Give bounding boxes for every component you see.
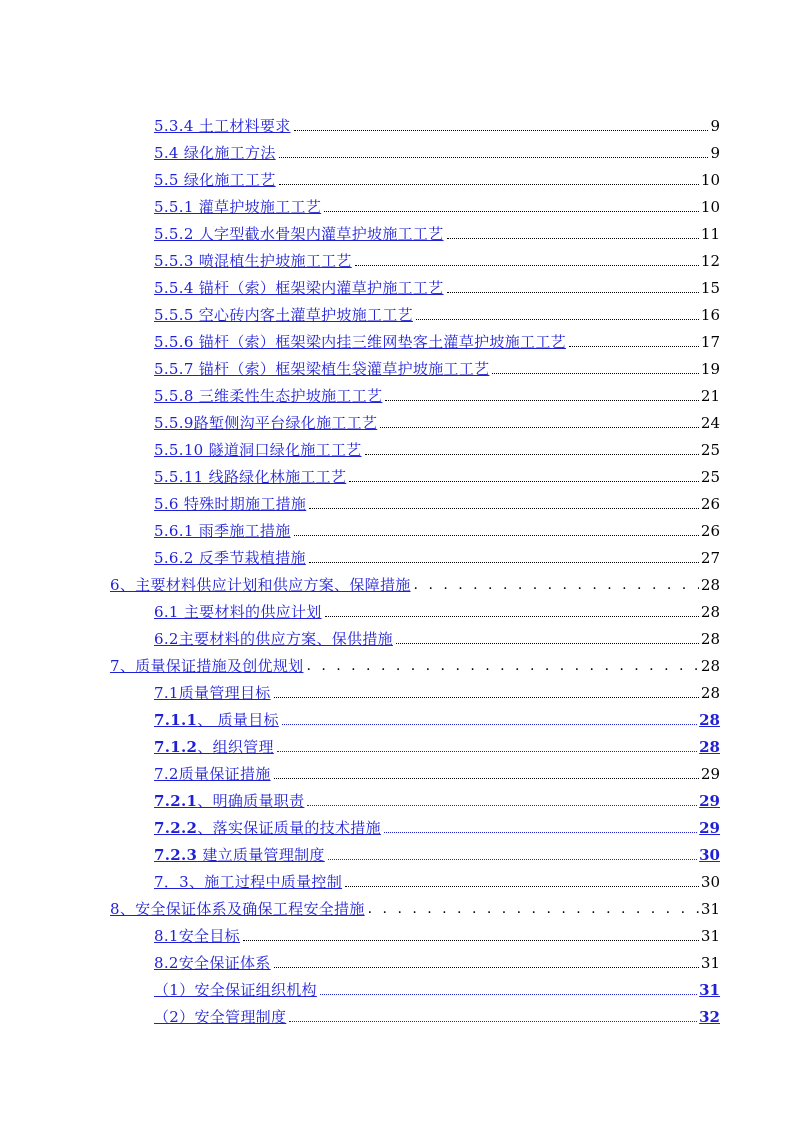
dot-leader: [307, 804, 697, 806]
toc-entry[interactable]: [154, 972, 720, 999]
toc-entry-number: 7.2.1: [154, 792, 198, 810]
toc-page-number: 29: [699, 819, 720, 837]
toc-chapter-entry[interactable]: [110, 567, 720, 594]
toc-entry-label[interactable]: 5.5.5 空心砖内客土灌草护坡施工工艺: [154, 306, 413, 324]
toc-page-number: 9: [710, 117, 720, 135]
dot-leader: [274, 966, 699, 968]
toc-page-number: 32: [699, 1008, 720, 1026]
dot-leader: [380, 426, 699, 428]
toc-entry-label[interactable]: （2）安全管理制度: [154, 1008, 287, 1026]
toc-page-number: 28: [700, 684, 720, 702]
toc-page-number: 10: [700, 198, 720, 216]
toc-entry[interactable]: [154, 999, 720, 1026]
toc-page-number: 26: [700, 495, 720, 513]
toc-page-number: 12: [700, 252, 720, 270]
toc-entry-label[interactable]: 5.5.3 喷混植生护坡施工工艺: [154, 252, 352, 270]
dot-leader: [309, 507, 699, 509]
dot-leader: [368, 900, 699, 918]
toc-page-number: 29: [700, 765, 720, 783]
toc-entry[interactable]: [154, 621, 720, 648]
toc-page-number: 24: [700, 414, 720, 432]
toc-chapter-entry[interactable]: [110, 891, 720, 918]
toc-page-number: 17: [700, 333, 720, 351]
toc-entry-text: 、组织管理: [197, 738, 274, 756]
toc-entry[interactable]: [154, 540, 720, 567]
toc-entry-label[interactable]: 6.1 主要材料的供应计划: [154, 603, 322, 621]
dot-leader: [355, 264, 699, 266]
toc-entry[interactable]: [154, 756, 720, 783]
toc-page-number: 28: [700, 603, 720, 621]
toc-entry-label[interactable]: [154, 711, 279, 729]
dot-leader: [320, 993, 697, 995]
dot-leader: [396, 642, 699, 644]
toc-entry-text: 、落实保证质量的技术措施: [197, 819, 381, 837]
toc-page-number: 19: [700, 360, 720, 378]
toc-entry[interactable]: [154, 702, 720, 729]
toc-page-number: 21: [700, 387, 720, 405]
toc-entry-number: 7.2.2: [154, 819, 198, 837]
toc-entry-number: 7.1.2: [154, 738, 198, 756]
toc-page-number: 16: [700, 306, 720, 324]
toc-entry[interactable]: [154, 675, 720, 702]
dot-leader: [325, 615, 699, 617]
toc-page-number: 31: [699, 981, 720, 999]
toc-entry-label[interactable]: 7．3、施工过程中质量控制: [154, 873, 342, 891]
toc-entry-label[interactable]: 8.1安全目标: [154, 927, 240, 945]
toc-entry-number: 7.2.3: [154, 846, 198, 864]
toc-entry[interactable]: [154, 189, 720, 216]
toc-entry-label[interactable]: 5.5.8 三维柔性生态护坡施工工艺: [154, 387, 383, 405]
dot-leader: [309, 561, 699, 563]
toc-entry-label[interactable]: 7、质量保证措施及创优规划: [110, 657, 304, 675]
toc-entry-label[interactable]: 5.5.7 锚杆（索）框架梁植生袋灌草护坡施工工艺: [154, 360, 490, 378]
toc-page-number: 31: [700, 927, 720, 945]
toc-entry-label[interactable]: 5.5.4 锚杆（索）框架梁内灌草护施工工艺: [154, 279, 444, 297]
toc-entry-label[interactable]: 7.1质量管理目标: [154, 684, 271, 702]
toc-entry-label[interactable]: 5.5.11 线路绿化林施工工艺: [154, 468, 347, 486]
dot-leader: [274, 777, 699, 779]
toc-entry-label[interactable]: 5.5.1 灌草护坡施工工艺: [154, 198, 322, 216]
dot-leader: [447, 291, 699, 293]
dot-leader: [569, 345, 699, 347]
toc-entry[interactable]: [154, 405, 720, 432]
toc-page-number: 29: [699, 792, 720, 810]
toc-entry[interactable]: [154, 297, 720, 324]
toc-entry-label[interactable]: 6.2主要材料的供应方案、保供措施: [154, 630, 393, 648]
toc-entry[interactable]: [154, 486, 720, 513]
toc-entry-label[interactable]: 8、安全保证体系及确保工程安全措施: [110, 900, 365, 918]
toc-entry-label[interactable]: 8.2安全保证体系: [154, 954, 271, 972]
toc-entry[interactable]: [154, 513, 720, 540]
dot-leader: [349, 480, 699, 482]
toc-page-number: 25: [700, 468, 720, 486]
toc-page-number: 28: [700, 576, 720, 594]
toc-entry[interactable]: [154, 135, 720, 162]
toc-page-number: 28: [700, 630, 720, 648]
dot-leader: [279, 183, 699, 185]
toc-entry[interactable]: [154, 432, 720, 459]
dot-leader: [324, 210, 699, 212]
dot-leader: [384, 831, 697, 833]
toc-page-number: 15: [700, 279, 720, 297]
dot-leader: [279, 156, 709, 158]
toc-entry-label[interactable]: [154, 846, 325, 864]
toc-entry-label[interactable]: 5.5.9路堑侧沟平台绿化施工工艺: [154, 414, 378, 432]
toc-entry[interactable]: [154, 864, 720, 891]
dot-leader: [277, 750, 697, 752]
toc-entry[interactable]: [154, 324, 720, 351]
toc-entry-label[interactable]: 5.5 绿化施工工艺: [154, 171, 276, 189]
toc-entry[interactable]: [154, 270, 720, 297]
toc-entry-label[interactable]: 6、主要材料供应计划和供应方案、保障措施: [110, 576, 411, 594]
dot-leader: [243, 939, 699, 941]
toc-entry[interactable]: [154, 783, 720, 810]
toc-entry-label[interactable]: 5.6.2 反季节栽植措施: [154, 549, 306, 567]
toc-entry[interactable]: [154, 351, 720, 378]
toc-entry-label[interactable]: 5.4 绿化施工方法: [154, 144, 276, 162]
toc-entry[interactable]: [154, 216, 720, 243]
toc-entry-label[interactable]: 5.5.10 隧道洞口绿化施工工艺: [154, 441, 362, 459]
toc-entry-label[interactable]: 7.2质量保证措施: [154, 765, 271, 783]
toc-entry[interactable]: [154, 945, 720, 972]
toc-page-number: 11: [700, 225, 720, 243]
toc-page-number: 27: [700, 549, 720, 567]
dot-leader: [294, 534, 699, 536]
dot-leader: [274, 696, 699, 698]
toc-entry-number: 7.1.1: [154, 711, 198, 729]
toc-page-number: 10: [700, 171, 720, 189]
dot-leader: [306, 657, 698, 675]
toc-entry[interactable]: [154, 459, 720, 486]
toc-entry-label[interactable]: 5.5.6 锚杆（索）框架梁内挂三维网垫客土灌草护坡施工工艺: [154, 333, 566, 351]
dot-leader: [282, 723, 697, 725]
toc-entry[interactable]: [154, 729, 720, 756]
toc-entry[interactable]: [154, 162, 720, 189]
dot-leader: [294, 129, 709, 131]
toc-page-number: 30: [700, 873, 720, 891]
toc-entry-label[interactable]: （1）安全保证组织机构: [154, 981, 317, 999]
toc-entry[interactable]: [154, 378, 720, 405]
toc-entry-label[interactable]: [154, 792, 304, 810]
toc-entry[interactable]: [154, 837, 720, 864]
dot-leader: [414, 576, 699, 594]
toc-entry-label[interactable]: [154, 738, 274, 756]
toc-entry-label[interactable]: 5.3.4 土工材料要求: [154, 117, 291, 135]
toc-entry[interactable]: [154, 594, 720, 621]
toc-page-number: 9: [710, 144, 720, 162]
toc-entry-text: 、 质量目标: [197, 711, 279, 729]
toc-entry-label[interactable]: 5.6.1 雨季施工措施: [154, 522, 291, 540]
dot-leader: [447, 237, 699, 239]
toc-entry[interactable]: [154, 918, 720, 945]
toc-entry[interactable]: [154, 810, 720, 837]
dot-leader: [345, 885, 699, 887]
toc-entry-label[interactable]: 5.5.2 人字型截水骨架内灌草护坡施工工艺: [154, 225, 444, 243]
dot-leader: [289, 1020, 697, 1022]
toc-entry-text: 建立质量管理制度: [197, 846, 325, 864]
toc-page-number: 26: [700, 522, 720, 540]
toc-page-number: 28: [699, 738, 720, 756]
toc-entry-text: 、明确质量职责: [197, 792, 305, 810]
toc-page-number: 30: [699, 846, 720, 864]
toc-entry-label[interactable]: [154, 819, 381, 837]
table-of-contents: [0, 108, 794, 1026]
dot-leader: [416, 318, 699, 320]
toc-page-number: 31: [700, 954, 720, 972]
dot-leader: [492, 372, 698, 374]
toc-page-number: 28: [700, 657, 720, 675]
toc-entry[interactable]: [154, 243, 720, 270]
toc-page-number: 31: [700, 900, 720, 918]
dot-leader: [365, 453, 699, 455]
toc-entry[interactable]: [154, 108, 720, 135]
toc-entry-label[interactable]: 5.6 特殊时期施工措施: [154, 495, 307, 513]
toc-page-number: 28: [699, 711, 720, 729]
toc-chapter-entry[interactable]: [110, 648, 720, 675]
toc-page-number: 25: [700, 441, 720, 459]
dot-leader: [328, 858, 697, 860]
dot-leader: [385, 399, 699, 401]
